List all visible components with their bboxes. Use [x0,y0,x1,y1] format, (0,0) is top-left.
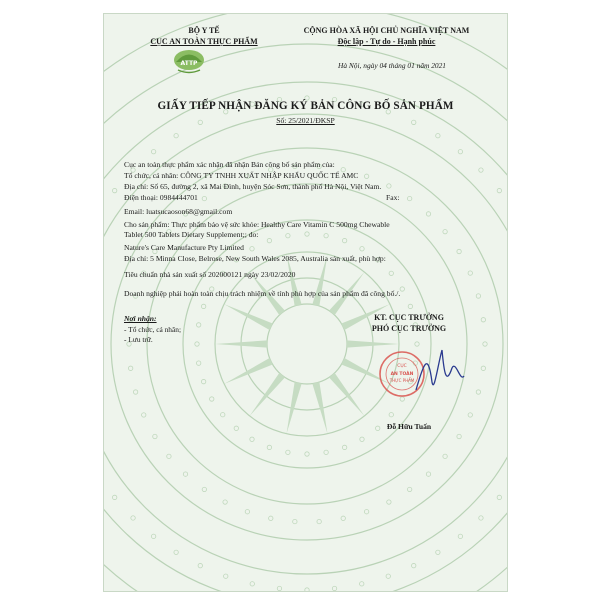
signatory-name: Đỗ Hữu Tuấn [386,422,432,431]
recipient-item: - Lưu trữ. [124,335,153,344]
manufacturer: Nature's Care Manufacture Pty Limited [124,243,244,252]
signatory-position: PHÓ CỤC TRƯỞNG [371,324,447,333]
intro-text: Cục an toàn thực phẩm xác nhận đã nhận Bản công bố sản phẩm của: [124,160,335,169]
phone: Điện thoại: 0984444701 [124,193,198,202]
recipient-item: - Tổ chức, cá nhân; [124,325,182,334]
logo-text: ATTP [180,60,198,67]
agency-logo [172,49,206,75]
agency-name: CỤC AN TOÀN THỰC PHẨM [150,37,258,46]
certificate-page [103,13,508,592]
manufacturer-address: Địa chỉ: 5 Minna Close, Belrose, New South Wales 2085, Australia sản xuất, phù hợp: [124,254,386,263]
responsibility: Doanh nghiệp phải hoàn toàn chịu trách nhiệm về tính phù hợp của sản phẩm đã công bố./. [124,289,401,298]
ministry-name: BỘ Y TẾ [188,26,220,35]
document-title: GIẤY TIẾP NHẬN ĐĂNG KÝ BẢN CÔNG BỐ SẢN PHẨM [157,100,454,112]
stamp-middle-text: AN TOÀN [390,372,414,377]
document-number: Số: 25/2021/ĐKSP [276,116,335,125]
national-motto: Độc lập - Tự do - Hạnh phúc [337,37,436,46]
stamp-top-text: CỤC [397,364,407,369]
stamp-bottom-text: THỰC PHẨM [389,378,415,383]
product-line-1: Cho sản phẩm: Thực phẩm bảo vệ sức khỏe: Healthy Care Vitamin C 500mg Chewable [124,220,390,229]
issue-date: Hà Nội, ngày 04 tháng 01 năm 2021 [338,61,446,70]
official-stamp [372,342,472,412]
standard: Tiêu chuẩn nhà sản xuất số 202000121 ngày 23/02/2020 [124,270,296,279]
email: Email: luatsucaoson68@gmail.com [124,207,233,216]
organization-address: Địa chỉ: Số 65, đường 2, xã Mai Đình, huyện Sóc Sơn, thành phố Hà Nội, Việt Nam. [124,182,382,191]
product-line-2: Tablet 500 Tablets Dietary Supplement;; do: [124,230,259,239]
organization: Tổ chức, cá nhân: CÔNG TY TNHH XUẤT NHẬP KHẨU QUỐC TẾ AMC [124,171,359,180]
signatory-title: KT. CỤC TRƯỞNG [374,313,444,322]
recipients-label: Nơi nhận: [124,314,157,323]
country-name: CỘNG HÒA XÃ HỘI CHỦ NGHĨA VIỆT NAM [303,26,470,35]
fax: Fax: [386,193,400,202]
